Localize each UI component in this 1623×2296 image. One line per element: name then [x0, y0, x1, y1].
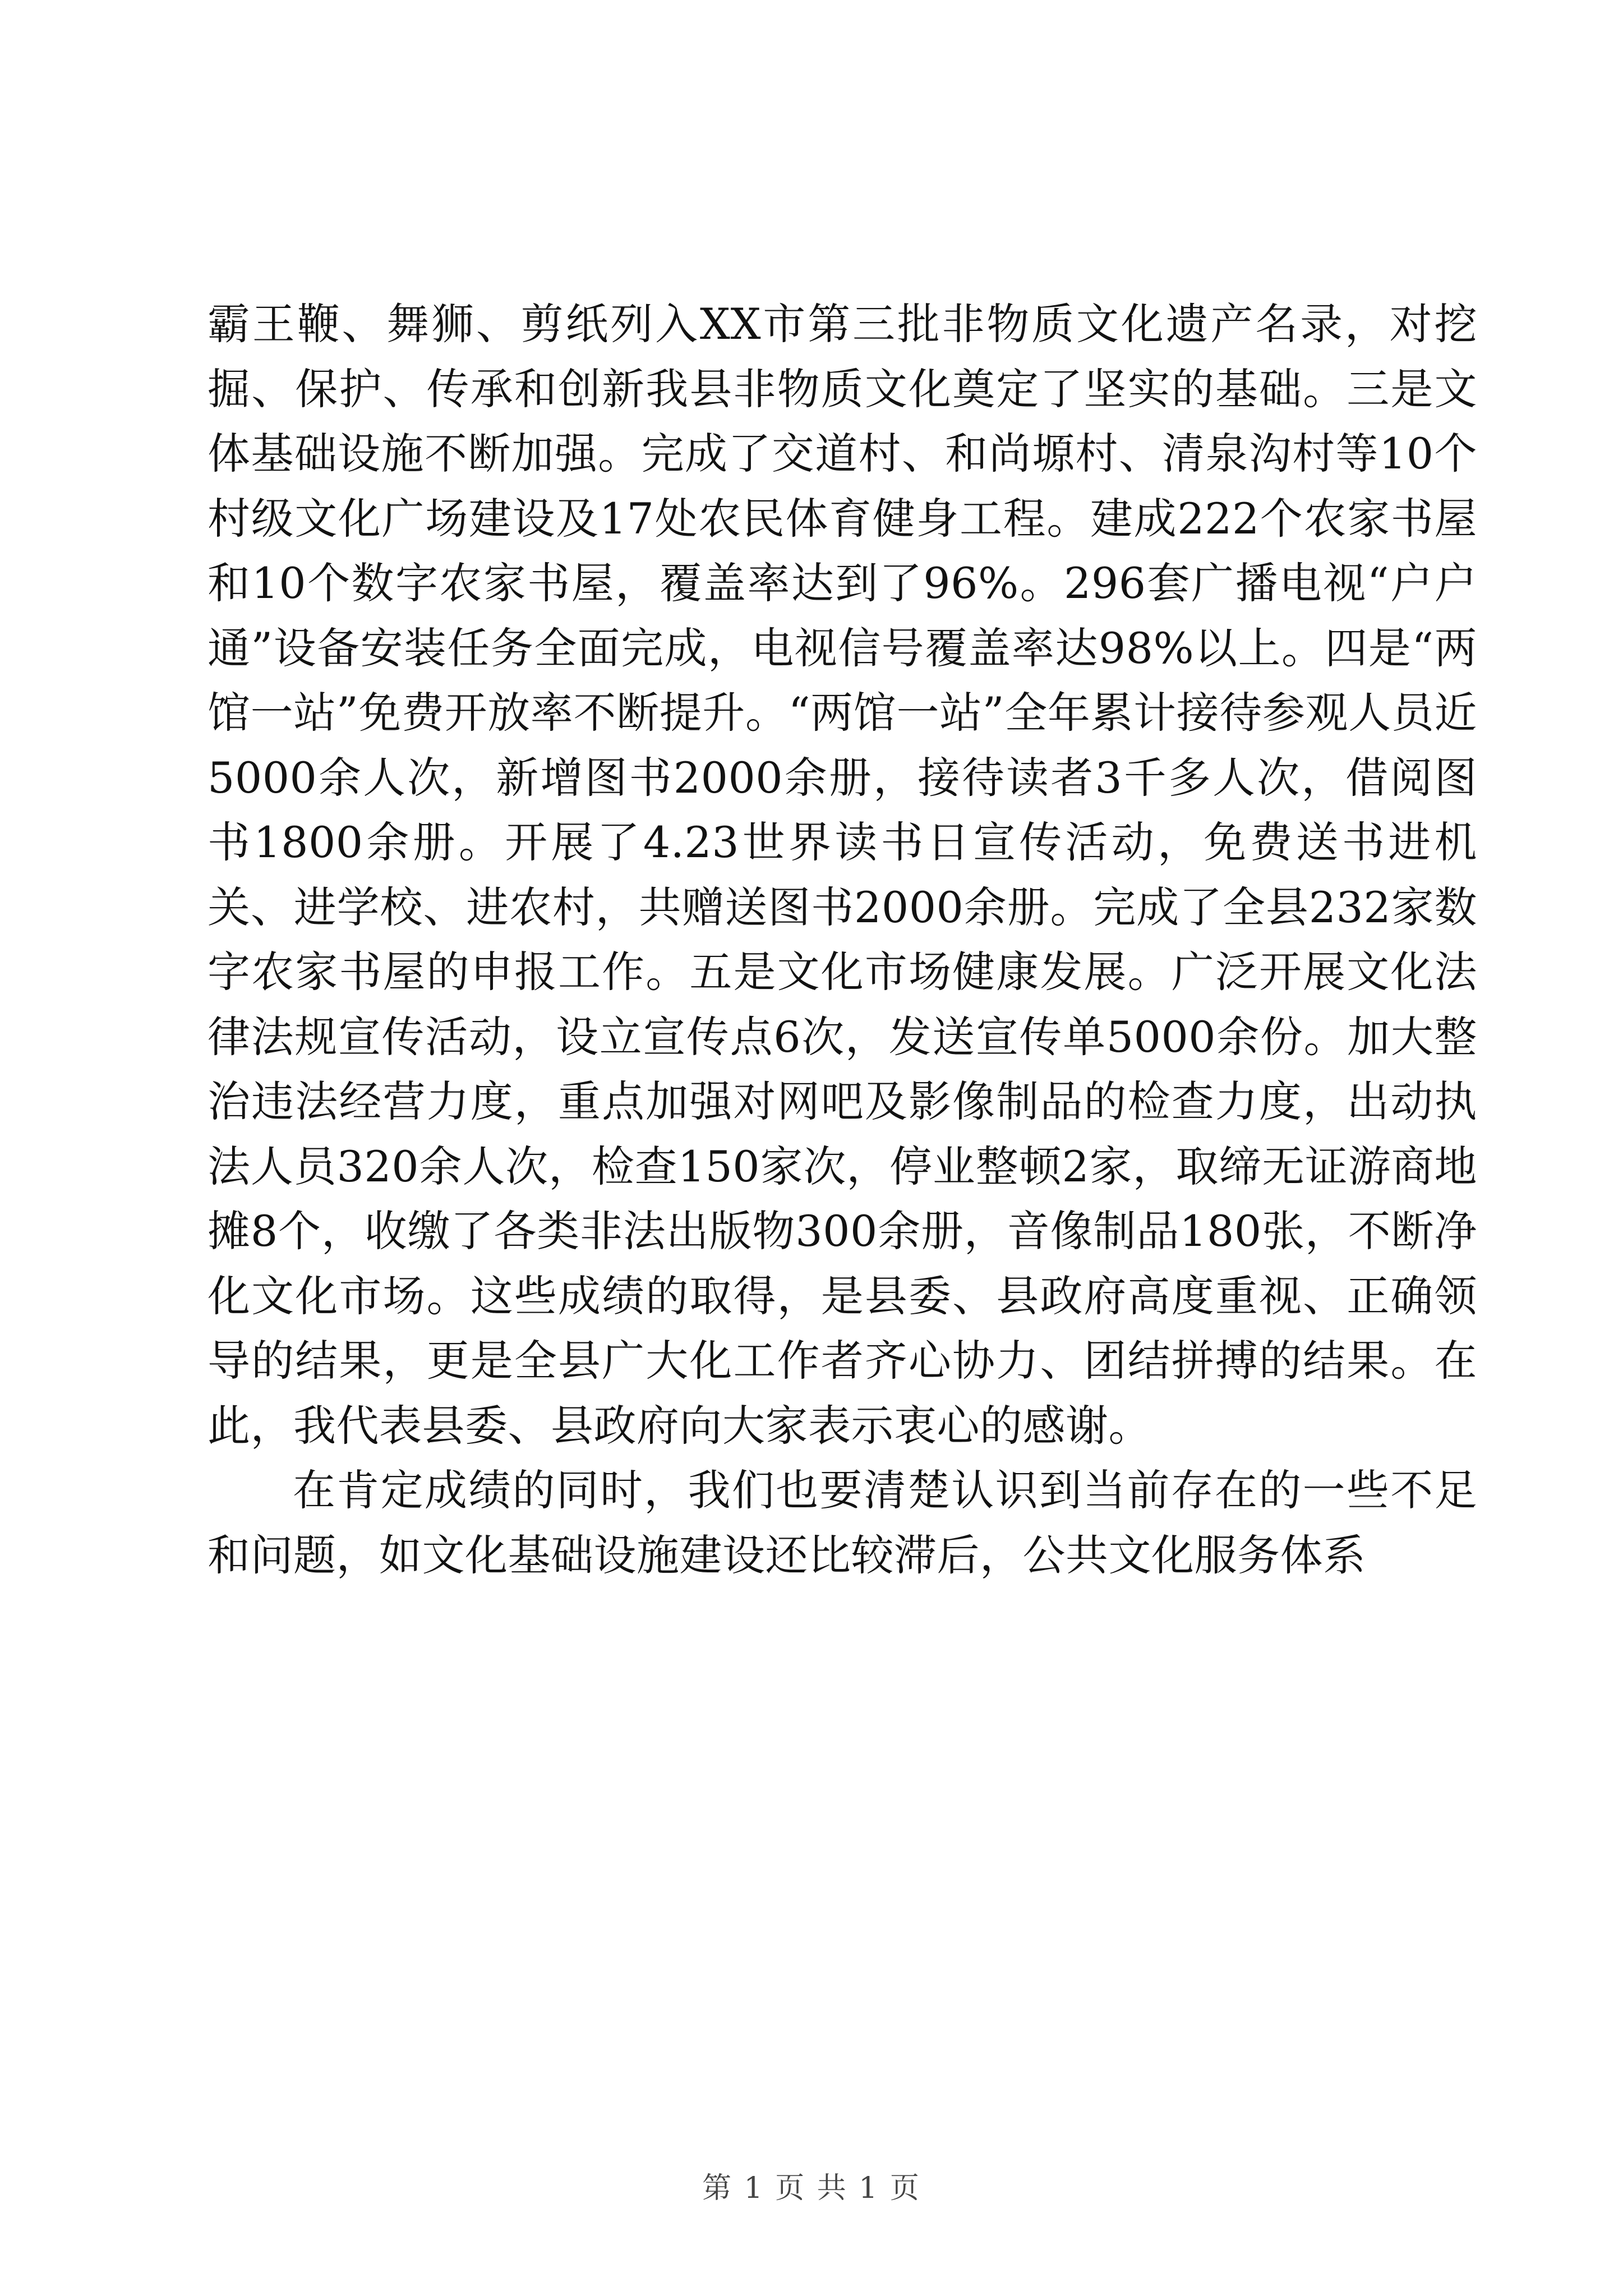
page-footer: 第 1 页 共 1 页 [702, 2171, 921, 2205]
document-body [208, 292, 1477, 1588]
paragraph: 在肯定成绩的同时，我们也要清楚认识到当前存在的一些不足和问题，如文化基础设施建设还比较滞后，公共文化服务体系 [208, 1465, 1477, 1580]
paragraph: 霸王鞭、舞狮、剪纸列入XX市第三批非物质文化遗产名录，对挖掘、保护、传承和创新我县非物质文化奠定了坚实的基础。三是文体基础设施不断加强。完成了交道村、和尚塬村、清泉沟村等10个村级文化广场建设及17处农民体育健身工程。建成222个农家书屋和10个数字农家书屋，覆盖率达到了96%。296套广播电视“户户通”设备安装任务全面完成，电视信号覆盖率达98%以上。四是“两馆一站”免费开放率不断提升。“两馆一站”全年累计接待参观人员近5000余人次，新增图书2000余册，接待读者3千多人次，借阅图书1800余册。开展了4.23世界读书日宣传活动，免费送书进机关、进学校、进农村，共赠送图书2000余册。完成了全县232家数字农家书屋的申报工作。五是文化市场健康发展。广泛开展文化法律法规宣传活动，设立宣传点6次，发送宣传单5000余份。加大整治违法经营力度，重点加强对网吧及影像制品的检查力度，出动执法人员320余人次，检查150家次，停业整顿2家，取缔无证游商地摊8个，收缴了各类非法出版物300余册，音像制品180张，不断净化文化市场。这些成绩的取得，是县委、县政府高度重视、正确领导的结果，更是全县广大化工作者齐心协力、团结拼搏的结果。在此，我代表县委、县政府向大家表示衷心的感谢。 [208, 299, 1477, 1451]
